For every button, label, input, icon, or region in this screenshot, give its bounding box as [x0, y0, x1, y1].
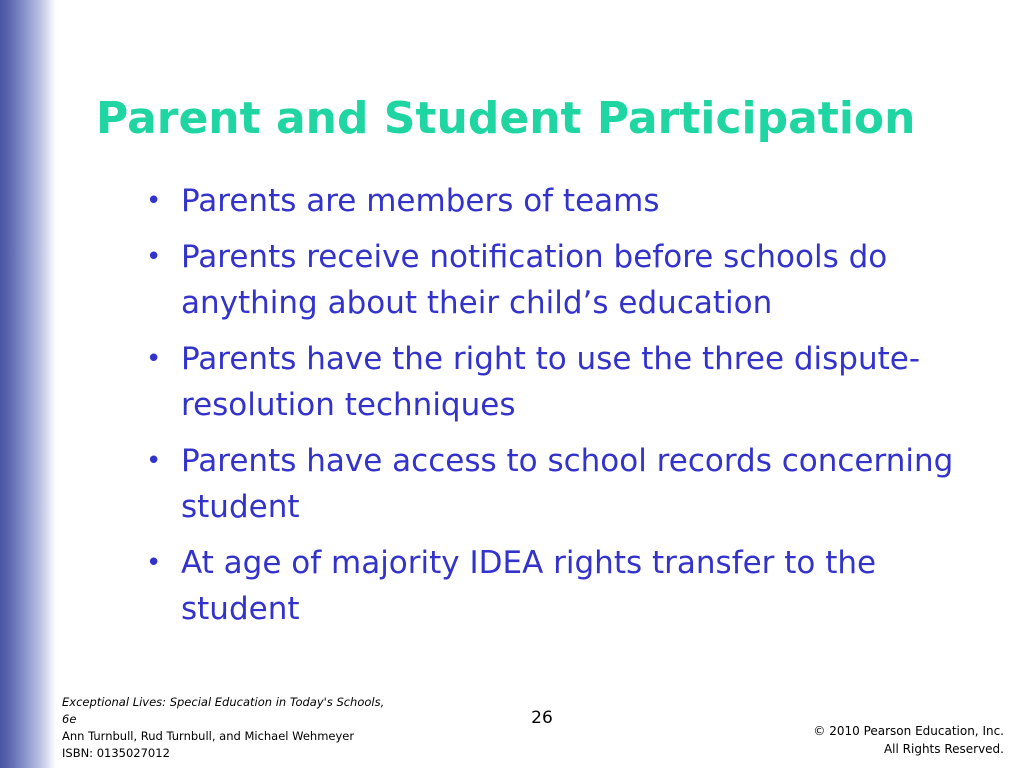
footer-copyright-line: © 2010 Pearson Education, Inc. [813, 724, 1004, 738]
footer-authors: Ann Turnbull, Rud Turnbull, and Michael Wehmeyer [62, 729, 355, 743]
footer-rights-line: All Rights Reserved. [883, 742, 1004, 756]
slide-title: Parent and Student Participation [96, 93, 916, 144]
bullet-text: Parents receive notification before schools do anything about their child’s education [181, 239, 888, 321]
bullet-marker: • [146, 344, 162, 374]
bullet-item [144, 540, 994, 632]
slide-side-bar [0, 0, 56, 768]
footer-book-title: Exceptional Lives: Special Education in Today's Schools, 6e [62, 695, 385, 726]
bullet-list [144, 178, 994, 642]
footer-book-info [62, 694, 402, 762]
bullet-marker: • [146, 446, 162, 476]
bullet-item [144, 234, 994, 326]
bullet-text: Parents are members of teams [181, 183, 660, 219]
bullet-marker: • [146, 186, 162, 216]
bullet-text: At age of majority IDEA rights transfer to the student [181, 545, 877, 627]
bullet-marker: • [146, 242, 162, 272]
footer-isbn: ISBN: 0135027012 [62, 746, 170, 760]
bullet-item [144, 438, 994, 530]
page-number: 26 [531, 708, 553, 728]
bullet-marker: • [146, 548, 162, 578]
bullet-item [144, 336, 994, 428]
bullet-text: Parents have access to school records concerning student [181, 443, 954, 525]
bullet-text: Parents have the right to use the three dispute-resolution techniques [181, 341, 921, 423]
footer-copyright [744, 722, 1004, 758]
bullet-item [144, 178, 994, 224]
